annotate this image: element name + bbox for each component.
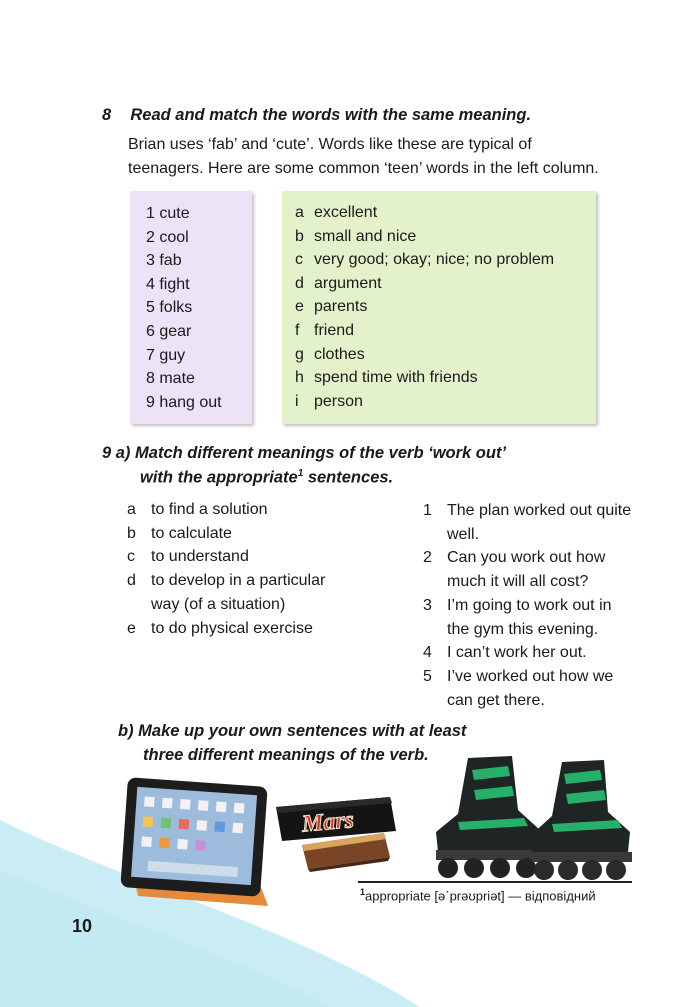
- verb-meaning-text: to calculate: [151, 524, 232, 542]
- teen-words-list: [146, 202, 222, 414]
- sentence-number: 1: [423, 502, 432, 519]
- sentence-text: I can’t work her out.: [447, 644, 587, 662]
- meaning-text: very good; okay; nice; no problem: [314, 251, 555, 269]
- task-9-title-line-1: Match different meanings of the verb ‘work out’: [135, 444, 507, 462]
- task-8-number: 8: [102, 106, 112, 124]
- meanings-box: [282, 191, 596, 424]
- task-9b-heading: [118, 722, 466, 741]
- verb-meaning-item: [127, 569, 367, 616]
- sentence-item: [423, 641, 643, 665]
- chocolate-brand: Mars: [300, 807, 355, 838]
- verb-meanings: [127, 498, 367, 640]
- meaning-letter: c: [295, 251, 303, 269]
- teen-word-item: 7 guy: [146, 346, 186, 364]
- meaning-text: excellent: [314, 204, 378, 221]
- meaning-letter: e: [295, 298, 304, 316]
- task-8-heading: [102, 106, 531, 125]
- meaning-item: [295, 225, 554, 249]
- intro-line-1: Brian uses ‘fab’ and ‘cute’. Words like these are typical of: [128, 136, 532, 153]
- sentence-text: The plan worked out quite well.: [447, 502, 632, 543]
- teen-word-item: 1 cute: [146, 205, 190, 222]
- meaning-letter: g: [295, 345, 304, 363]
- skate-right: [530, 760, 632, 880]
- meaning-letter: a: [295, 204, 304, 221]
- verb-meaning-text: to do physical exercise: [151, 619, 313, 637]
- footnote-number: 1: [360, 887, 366, 897]
- task-9b-label: b): [118, 722, 134, 740]
- verb-meaning-text: to understand: [151, 548, 249, 566]
- sentence-text: Can you work out how much it will all cost?: [447, 549, 606, 591]
- meaning-letter: b: [295, 227, 304, 245]
- meaning-item: [295, 201, 554, 225]
- meaning-text: spend time with friends: [314, 369, 478, 387]
- task-9-title-line-2: [140, 468, 393, 488]
- task-9-title-part-b: sentences.: [303, 468, 394, 487]
- footnote: [360, 887, 596, 903]
- task-9b-line-1: Make up your own sentences with at least: [138, 722, 467, 740]
- tablet-image: [118, 776, 278, 911]
- task-8-title: Read and match the words with the same meaning.: [130, 106, 532, 124]
- teen-word-item: 3 fab: [146, 252, 182, 270]
- verb-meaning-item: [127, 617, 367, 641]
- task-8-intro: [128, 133, 599, 181]
- meaning-item: [295, 390, 554, 414]
- sentence-number: 4: [423, 644, 432, 662]
- meaning-item: [295, 319, 554, 343]
- verb-meaning-letter: d: [127, 572, 136, 590]
- meaning-text: small and nice: [314, 227, 417, 245]
- teen-words-box: [130, 191, 252, 424]
- verb-meaning-item: [127, 545, 367, 569]
- roller-skates-image: [428, 752, 634, 882]
- sentence-item: [423, 499, 643, 546]
- sentence-item: [423, 594, 643, 641]
- sentence-item: [423, 546, 643, 593]
- teen-word-item: 8 mate: [146, 370, 195, 388]
- verb-meaning-item: [127, 498, 367, 522]
- meanings-list: [295, 201, 554, 413]
- verb-meaning-letter: b: [127, 524, 136, 542]
- teen-word-item: 5 folks: [146, 299, 193, 317]
- intro-line-2: teenagers. Here are some common ‘teen’ words in the left column.: [128, 160, 599, 177]
- meaning-text: friend: [314, 321, 355, 339]
- footnote-text: appropriate [ə΄prəʊpriət] — відповідний: [365, 888, 596, 904]
- sentences-list: [423, 499, 643, 712]
- skate-left: [436, 756, 542, 878]
- sentence-item: [423, 665, 643, 712]
- teen-word-item: 2 cool: [146, 228, 189, 246]
- sentence-number: 2: [423, 549, 432, 567]
- meaning-text: person: [314, 392, 363, 410]
- verb-meaning-text: to find a solution: [151, 501, 268, 518]
- meaning-item: [295, 248, 554, 272]
- page-number: 10: [72, 916, 93, 936]
- verb-meaning-text: to develop in a particular way (of a situation): [151, 572, 326, 613]
- teen-word-item: 6 gear: [146, 322, 192, 340]
- example-sentences: [423, 499, 643, 712]
- meaning-item: [295, 366, 554, 390]
- sentence-text: I’ve worked out how we can get there.: [447, 667, 614, 709]
- meaning-text: argument: [314, 274, 382, 292]
- meaning-letter: d: [295, 274, 304, 292]
- task-9-number: 9 a): [102, 444, 131, 462]
- footnote-divider: [358, 881, 632, 883]
- meaning-letter: h: [295, 369, 304, 387]
- chocolate-bar-image: [272, 793, 400, 873]
- meaning-text: clothes: [314, 345, 365, 363]
- sentence-number: 3: [423, 596, 432, 614]
- task-9-title-part-a: with the appropriate: [140, 468, 298, 487]
- task-9b-line-2: three different meanings of the verb.: [143, 746, 429, 764]
- teen-word-item: 4 fight: [146, 275, 190, 293]
- verb-meaning-letter: e: [127, 619, 136, 637]
- teen-word-item: 9 hang out: [146, 393, 222, 411]
- meaning-text: parents: [314, 298, 368, 316]
- meaning-letter: f: [295, 321, 300, 339]
- verb-meaning-letter: c: [127, 548, 135, 566]
- verb-meanings-list: [127, 498, 367, 640]
- footnote-marker: 1: [297, 468, 304, 479]
- meaning-item: [295, 295, 554, 319]
- verb-meaning-item: [127, 522, 367, 546]
- verb-meaning-letter: a: [127, 501, 136, 518]
- meaning-item: [295, 272, 554, 296]
- sentence-text: I’m going to work out in the gym this evening.: [447, 596, 612, 638]
- task-9-heading: [102, 444, 506, 463]
- meaning-letter: i: [295, 392, 299, 410]
- meaning-item: [295, 343, 554, 367]
- sentence-number: 5: [423, 667, 432, 685]
